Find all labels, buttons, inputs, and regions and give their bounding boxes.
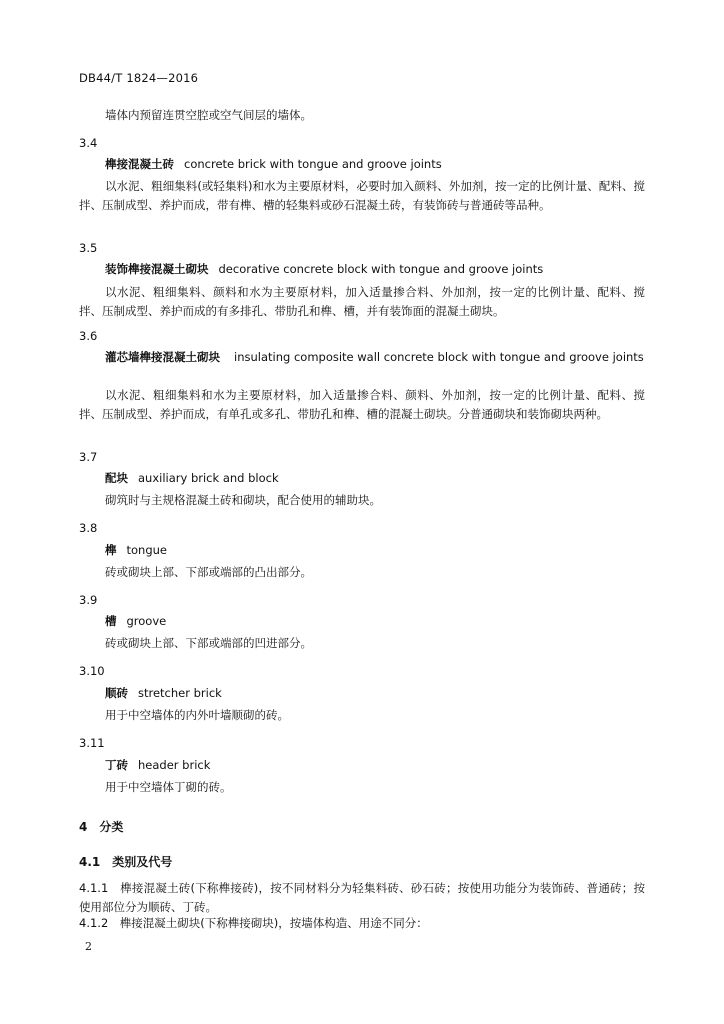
term-heading: [79, 260, 671, 279]
term-english: auxiliary brick and block: [138, 471, 279, 485]
term-number: 3.10: [79, 664, 105, 678]
term-english: tongue: [126, 543, 167, 557]
term-number: 3.6: [79, 329, 98, 343]
section-heading: 4 分类: [79, 820, 124, 834]
term-number: 3.7: [79, 450, 98, 464]
term-number: 3.11: [79, 736, 105, 750]
term-chinese: 配块: [105, 471, 128, 485]
subsection-heading: 4.1 类别及代号: [79, 855, 173, 869]
term-definition: 砖或砌块上部、下部或端部的凹进部分。: [105, 636, 312, 650]
term-number: 3.9: [79, 593, 98, 607]
term-english: decorative concrete block with tongue and groove joints: [218, 262, 544, 276]
term-heading: [79, 612, 671, 631]
term-heading: [79, 756, 671, 775]
term-heading: [79, 541, 671, 560]
term-definition: 用于中空墙体丁砌的砖。: [105, 780, 232, 794]
term-english: header brick: [138, 758, 211, 772]
term-heading: [79, 155, 671, 174]
term-number: 3.5: [79, 241, 98, 255]
term-chinese: 灌芯墙榫接混凝土砌块: [105, 350, 220, 364]
term-chinese: 榫接混凝土砖: [105, 157, 174, 171]
term-heading: [79, 348, 671, 366]
document-id: DB44/T 1824—2016: [79, 71, 199, 85]
term-heading: [79, 469, 671, 488]
term-definition: 用于中空墙体的内外叶墙顺砌的砖。: [105, 708, 289, 722]
term-definition: 砖或砌块上部、下部或端部的凸出部分。: [105, 565, 312, 579]
clause-4-1-1: 4.1.1 榫接混凝土砖(下称榫接砖)，按不同材料分为轻集料砖、砂石砖；按使用功能分为装饰砖、普通砖；按使用部位分为顺砖、丁砖。: [79, 881, 645, 914]
clause-4-1-2: 4.1.2 榫接混凝土砌块(下称榫接砌块)，按墙体构造、用途不同分：: [79, 916, 428, 930]
term-english: concrete brick with tongue and groove joints: [184, 157, 442, 171]
term-chinese: 槽: [105, 614, 117, 628]
continued-paragraph: 墙体内预留连贯空腔或空气间层的墙体。: [105, 108, 312, 122]
term-definition: 以水泥、粗细集料、颜料和水为主要原材料，加入适量掺合料、外加剂，按一定的比例计量、配料、搅拌、压制成型、养护而成的有多排孔、带肋孔和榫、槽，并有装饰面的混凝土砌块。: [79, 285, 645, 318]
term-definition: 以水泥、粗细集料和水为主要原材料，加入适量掺合料、颜料、外加剂，按一定的比例计量、配料、搅拌、压制成型、养护而成，有单孔或多孔、带肋孔和榫、槽的混凝土砌块。分普通砌块和装饰砌块两种。: [79, 388, 645, 421]
term-chinese: 丁砖: [105, 758, 128, 772]
term-chinese: 榫: [105, 543, 117, 557]
term-number: 3.8: [79, 521, 98, 535]
term-heading: [79, 684, 671, 703]
page-number: 2: [85, 940, 92, 953]
term-chinese: 顺砖: [105, 686, 128, 700]
term-english: groove: [126, 614, 167, 628]
term-definition: 以水泥、粗细集料(或轻集料)和水为主要原材料，必要时加入颜料、外加剂，按一定的比例计量、配料、搅拌、压制成型、养护而成，带有榫、槽的轻集料或砂石混凝土砖，有装饰砖与普通砖等品种。: [79, 179, 645, 212]
term-english: stretcher brick: [138, 686, 222, 700]
term-definition: 砌筑时与主规格混凝土砖和砌块，配合使用的辅助块。: [105, 493, 381, 507]
term-english: insulating composite wall concrete block with tongue and groove joints: [234, 350, 644, 364]
term-number: 3.4: [79, 136, 98, 150]
term-chinese: 装饰榫接混凝土砌块: [105, 262, 209, 276]
